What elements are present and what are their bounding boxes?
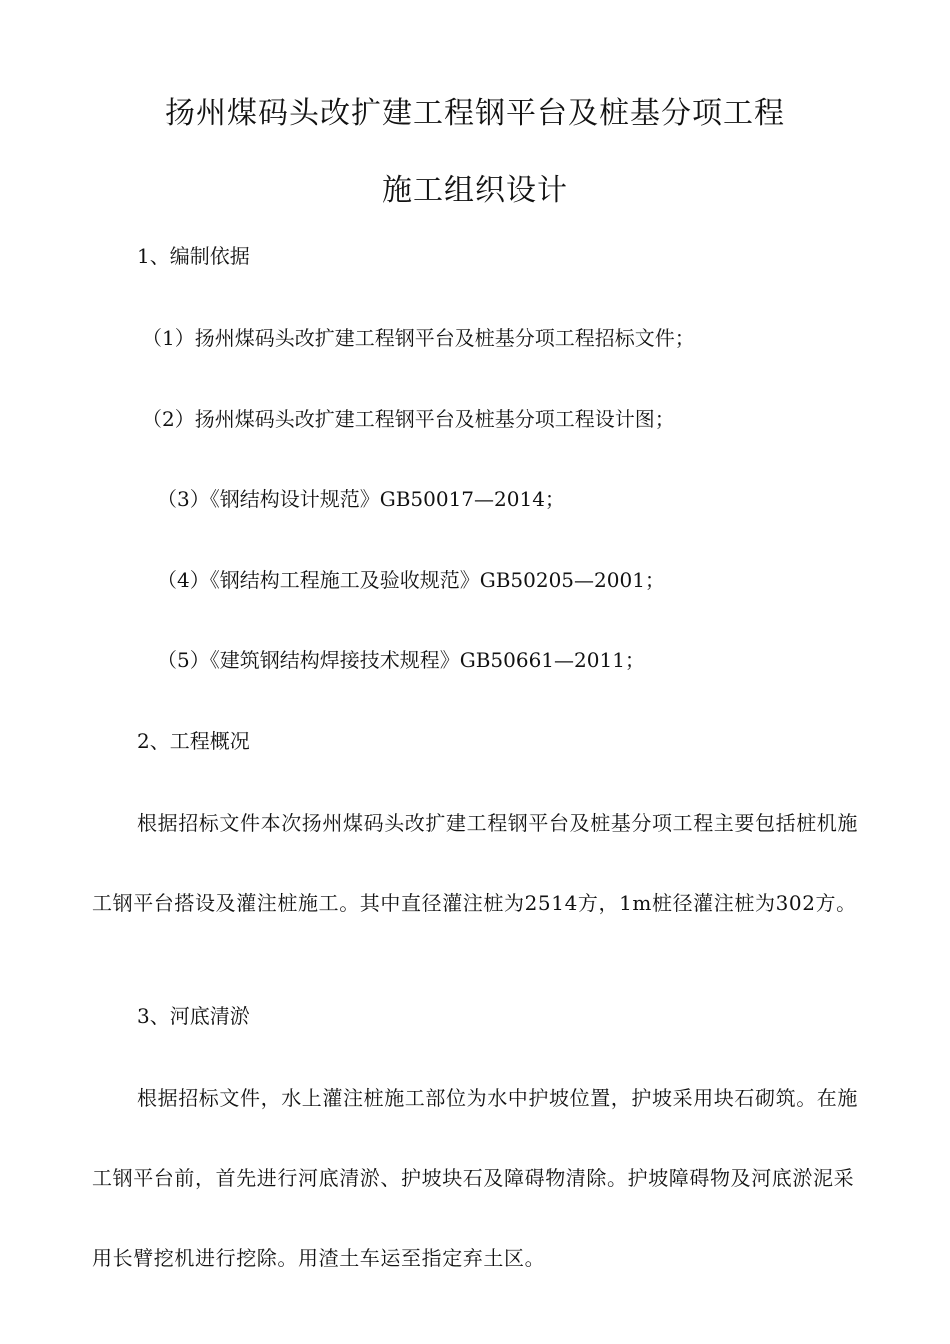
basis-item-4: （4）《钢结构工程施工及验收规范》GB50205—2001； — [157, 568, 665, 592]
basis-item-5: （5）《建筑钢结构焊接技术规程》GB50661—2011； — [157, 648, 645, 672]
basis-item-3: （3）《钢结构设计规范》GB50017—2014； — [157, 487, 565, 511]
basis-item-2: （2）扬州煤码头改扩建工程钢平台及桩基分项工程设计图； — [142, 407, 675, 431]
basis-item-1: （1）扬州煤码头改扩建工程钢平台及桩基分项工程招标文件； — [142, 326, 695, 350]
section-3-paragraph: 根据招标文件，水上灌注桩施工部位为水中护坡位置，护坡采用块石砌筑。在施工钢平台前，首先进行河底清淤、护坡块石及障碍物清除。护坡障碍物及河底淤泥采用长臂挖机进行挖除。用渣土车运至指定弃土区。 — [92, 1086, 858, 1270]
document-title-line-1: 扬州煤码头改扩建工程钢平台及桩基分项工程 — [165, 96, 785, 131]
section-2-paragraph: 根据招标文件本次扬州煤码头改扩建工程钢平台及桩基分项工程主要包括桩机施工钢平台搭设及灌注桩施工。其中直径灌注桩为2514方，1m桩径灌注桩为302方。 — [92, 811, 858, 915]
section-1-heading: 1、编制依据 — [137, 244, 250, 268]
section-3-heading: 3、河底清淤 — [137, 1004, 250, 1028]
document-title-line-2: 施工组织设计 — [382, 173, 568, 208]
section-2-heading: 2、工程概况 — [137, 729, 250, 753]
